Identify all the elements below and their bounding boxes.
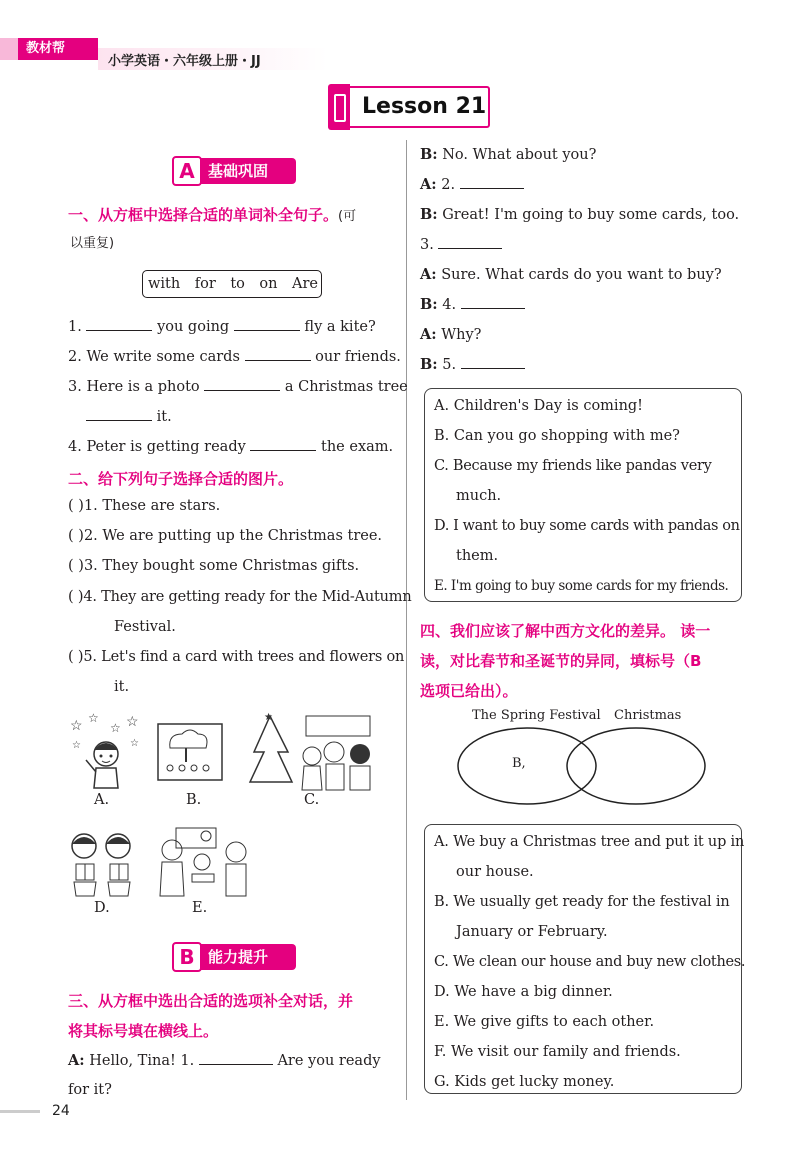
- q1-note: 以重复): [70, 236, 115, 251]
- christmas-tree-picture: [246, 712, 380, 792]
- q4-option: C. We clean our house and buy new clothes.: [434, 954, 746, 970]
- lesson-title: Lesson 21: [362, 94, 487, 119]
- gifts-picture: [66, 828, 138, 898]
- page-number: 24: [52, 1103, 70, 1119]
- section-b-letter: B: [172, 942, 202, 972]
- dialogue-line-9: B: 5.: [420, 356, 525, 373]
- section-b-label: 能力提升: [200, 944, 296, 970]
- q2-item-2[interactable]: ( )2. We are putting up the Christmas tree.: [68, 528, 383, 544]
- dialogue-line-8: A: Why?: [420, 326, 482, 343]
- pic-label-e: E.: [192, 900, 208, 916]
- q4-option-cont: our house.: [456, 864, 534, 880]
- answer-blank[interactable]: [461, 296, 525, 309]
- q3-heading-2: 将其标号填在横线上。: [68, 1022, 219, 1040]
- q4-option: E. We give gifts to each other.: [434, 1014, 655, 1030]
- section-a-label: 基础巩固: [200, 158, 296, 184]
- q1-item-4: 4. Peter is getting ready the exam.: [68, 439, 394, 455]
- q3-option: C. Because my friends like pandas very: [434, 458, 712, 474]
- venn-right-label: Christmas: [614, 708, 682, 723]
- dialogue-line-1: A: Hello, Tina! 1. Are you ready: [68, 1052, 381, 1069]
- word: with: [148, 276, 181, 292]
- q2-heading: 二、给下列句子选择合适的图片。: [68, 470, 294, 488]
- q1-item-2: 2. We write some cards our friends.: [68, 349, 401, 365]
- q3-option: D. I want to buy some cards with pandas on: [434, 518, 740, 534]
- pic-label-d: D.: [94, 900, 110, 916]
- word: on: [259, 276, 278, 292]
- answer-blank[interactable]: [245, 348, 311, 361]
- answer-blank[interactable]: [460, 176, 524, 189]
- dialogue-line-2: B: No. What about you?: [420, 146, 597, 163]
- svg-text:☆: ☆: [70, 718, 83, 734]
- word: to: [230, 276, 245, 292]
- q1-heading: 一、从方框中选择合适的单词补全句子。(可: [68, 206, 357, 224]
- svg-text:☆: ☆: [110, 721, 121, 735]
- answer-blank[interactable]: [250, 438, 316, 451]
- answer-blank[interactable]: [199, 1052, 273, 1065]
- card-picture: [156, 720, 226, 784]
- book-title: 小学英语・六年级上册・JJ: [108, 54, 261, 69]
- column-divider: [406, 140, 407, 1100]
- section-a-letter: A: [172, 156, 202, 186]
- q2-item-4-cont: Festival.: [114, 619, 176, 635]
- q4-option: D. We have a big dinner.: [434, 984, 613, 1000]
- q3-option: B. Can you go shopping with me?: [434, 428, 680, 444]
- svg-text:☆: ☆: [72, 740, 81, 751]
- q3-option-cont: much.: [456, 488, 502, 504]
- q4-heading-3: 选项已给出）。: [420, 682, 518, 700]
- q1-item-3: 3. Here is a photo a Christmas tree: [68, 379, 408, 395]
- stars-picture: [66, 712, 146, 792]
- pic-label-c: C.: [304, 792, 320, 808]
- q4-option: A. We buy a Christmas tree and put it up in: [434, 834, 745, 850]
- svg-text:☆: ☆: [126, 714, 139, 730]
- answer-blank[interactable]: [86, 318, 152, 331]
- svg-text:☆: ☆: [88, 712, 99, 725]
- q2-item-3[interactable]: ( )3. They bought some Christmas gifts.: [68, 558, 360, 574]
- dialogue-line-5: 3.: [420, 236, 502, 253]
- dialogue-line-4: B: Great! I'm going to buy some cards, too.: [420, 206, 740, 223]
- answer-blank[interactable]: [438, 236, 502, 249]
- q4-option: F. We visit our family and friends.: [434, 1044, 681, 1060]
- q4-option: G. Kids get lucky money.: [434, 1074, 615, 1090]
- q2-item-4[interactable]: ( )4. They are getting ready for the Mid-Autumn: [68, 589, 412, 605]
- q2-item-1[interactable]: ( )1. These are stars.: [68, 498, 221, 514]
- brand-tag: 教材帮: [0, 38, 98, 60]
- q4-option-cont: January or February.: [456, 924, 608, 940]
- mid-autumn-picture: [156, 826, 248, 898]
- q1-item-1: 1. you going fly a kite?: [68, 319, 376, 335]
- q3-option: A. Children's Day is coming!: [434, 398, 644, 414]
- word: Are: [292, 276, 318, 292]
- q1-item-3-cont: it.: [86, 408, 172, 425]
- venn-diagram: [456, 726, 712, 810]
- venn-given-answer[interactable]: B,: [512, 756, 526, 771]
- q3-option-cont: them.: [456, 548, 499, 564]
- dialogue-line-6: A: Sure. What cards do you want to buy?: [420, 266, 722, 283]
- svg-text:★: ★: [264, 712, 273, 723]
- answer-blank[interactable]: [461, 356, 525, 369]
- pic-label-b: B.: [186, 792, 202, 808]
- word-list: [148, 276, 318, 292]
- q3-option: E. I'm going to buy some cards for my friends.: [434, 578, 729, 594]
- book-icon: [328, 84, 350, 130]
- pic-label-a: A.: [94, 792, 110, 808]
- q3-heading-1: 三、从方框中选出合适的选项补全对话，并: [68, 992, 354, 1010]
- dialogue-line-7: B: 4.: [420, 296, 525, 313]
- venn-left-label: The Spring Festival: [472, 708, 601, 723]
- answer-blank[interactable]: [86, 408, 152, 421]
- q4-heading-2: 读，对比春节和圣诞节的异同，填标号（B: [420, 652, 702, 670]
- page-bar: [0, 1110, 40, 1113]
- answer-blank[interactable]: [204, 378, 280, 391]
- word: for: [194, 276, 216, 292]
- q4-heading-1: 四、我们应该了解中西方文化的差异。 读一: [420, 622, 711, 640]
- q4-option: B. We usually get ready for the festival in: [434, 894, 730, 910]
- q2-item-5-cont: it.: [114, 679, 130, 695]
- q2-item-5[interactable]: ( )5. Let's find a card with trees and flowers on: [68, 649, 405, 665]
- answer-blank[interactable]: [234, 318, 300, 331]
- dialogue-line-3: A: 2.: [420, 176, 524, 193]
- dialogue-line-1-cont: for it?: [68, 1082, 112, 1098]
- svg-text:☆: ☆: [130, 738, 139, 749]
